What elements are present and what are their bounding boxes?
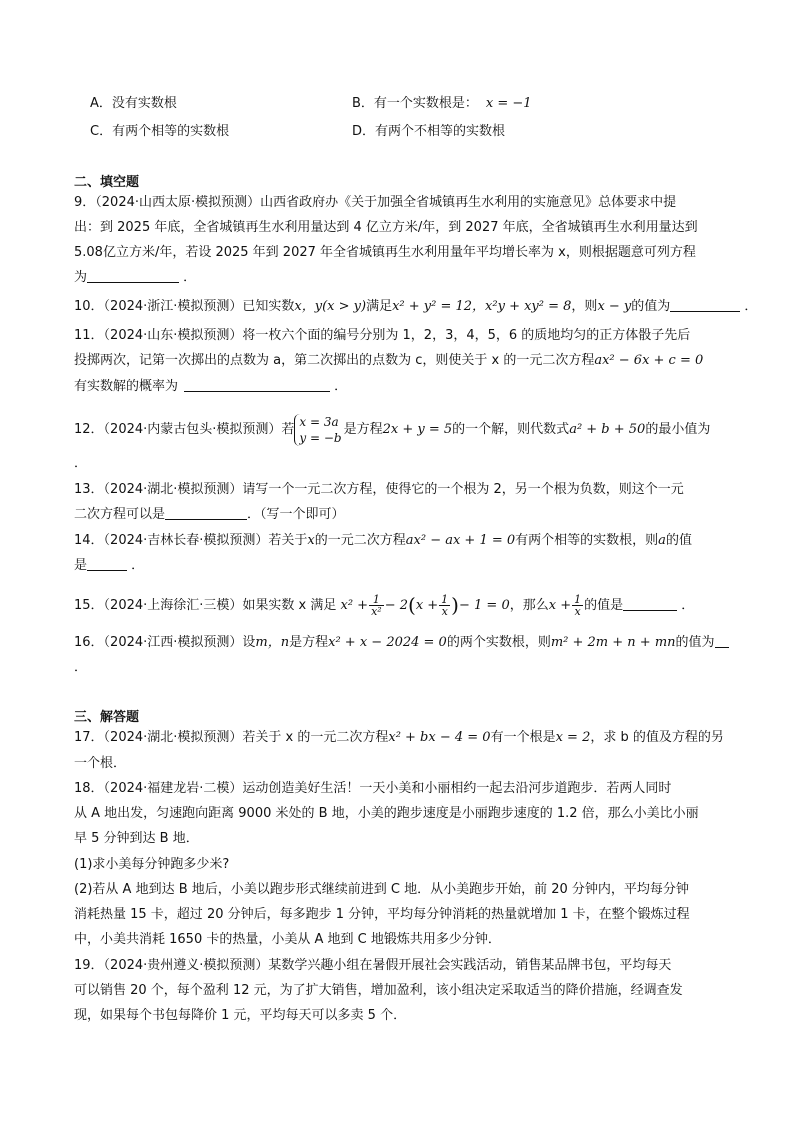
q15-eq-d: − 1 = 0	[458, 598, 510, 613]
q14-x: x	[307, 533, 315, 548]
q12-end: ．	[74, 456, 88, 471]
q12-pre: 12．（2024·内蒙古包头·模拟预测）若	[74, 422, 295, 437]
q12-expr: a² + b + 50	[569, 422, 646, 437]
q18-part2-line1: (2)若从 A 地到达 B 地后，小美以跑步形式继续前进到 C 地．从小美跑步开始，前 20 分钟内，平均每分钟	[74, 882, 689, 897]
q9-answer-blank	[87, 268, 179, 283]
q14-answer-blank	[87, 556, 127, 571]
q10-answer-blank	[670, 297, 740, 312]
q15-answer-blank	[623, 596, 677, 611]
q15-frac3-den: x	[574, 605, 581, 618]
q12-post: 的最小值为	[645, 422, 711, 437]
q11-eq: ax² − 6x + c = 0	[594, 353, 704, 368]
q12-mid1: 是方程	[343, 422, 383, 437]
q13-line2-post: ．（写一个即可）	[247, 507, 345, 522]
q9-line2: 出：到 2025 年底，全省城镇再生水利用量达到 4 亿立方米/年，到 2027 年底，全省城镇再生水利用量达到	[74, 220, 698, 235]
q9-line1: 9．（2024·山西太原·模拟预测）山西省政府办《关于加强全省城镇再生水利用的实施意见》总体要求中提	[74, 195, 677, 210]
q15-eq-a: x² +	[340, 598, 369, 613]
q17-line2: 一个根．	[74, 756, 127, 771]
option-b-text: B．有一个实数根是：	[352, 96, 478, 111]
q18-line1: 18．（2024·福建龙岩·二模）运动创造美好生活！一天小美和小丽相约一起去沿河步道跑步．若两人同时	[74, 781, 672, 796]
q10-pre: 10．（2024·浙江·模拟预测）已知实数	[74, 299, 295, 314]
q13-line2	[74, 505, 345, 525]
q16-mid2: 的两个实数根，则	[446, 635, 551, 650]
q13-line2-text: 二次方程可以是	[74, 507, 166, 522]
q15-eq-c: x +	[415, 598, 439, 613]
q10-vars: x，y	[294, 299, 323, 314]
q12-line	[74, 413, 710, 447]
q14-line2-text: 是	[74, 558, 88, 573]
q11-answer-blank	[184, 377, 330, 392]
q11-line2	[74, 351, 703, 371]
q10-mid1: 满足	[366, 299, 393, 314]
q14-eq: ax² − ax + 1 = 0	[405, 533, 516, 548]
q17-post: ，求 b 的值及方程的另	[590, 730, 724, 745]
q15-pre: 15．（2024·上海徐汇·三模）如果实数 x 满足	[74, 598, 337, 613]
option-b	[352, 94, 532, 114]
q16-post: 的值为	[675, 635, 715, 650]
option-d: D．有两个不相等的实数根	[352, 124, 506, 139]
q10-expr: x − y	[597, 299, 632, 314]
q11-line3-text: 有实数解的概率为	[74, 379, 179, 394]
q16-eq: x² + x − 2024 = 0	[328, 635, 447, 650]
option-b-math: x = −1	[485, 96, 532, 111]
q10-post: 的值为	[631, 299, 671, 314]
q17-eq: x² + bx − 4 = 0	[388, 730, 491, 745]
q14-pre: 14．（2024·吉林长春·模拟预测）若关于	[74, 533, 308, 548]
option-a: A．没有实数根	[90, 96, 177, 111]
q19-line1: 19．（2024·贵州遵义·模拟预测）某数学兴趣小组在暑假开展社会实践活动，销售某品牌书包，平均每天	[74, 958, 672, 973]
section-title-solve: 三、解答题	[74, 710, 140, 725]
q18-line3: 早 5 分钟到达 B 地．	[74, 831, 199, 846]
q15-frac3-num: 1	[574, 593, 582, 606]
q14-mid2: 有两个相等的实数根，则	[515, 533, 659, 548]
q16-mid1: 是方程	[289, 635, 329, 650]
q19-line2: 可以销售 20 个，每个盈利 12 元，为了扩大销售，增加盈利，该小组决定采取适当的降价措施，经调查发	[74, 983, 683, 998]
q15-frac2-num: 1	[441, 593, 449, 606]
q10-line: 10．（2024·浙江·模拟预测）已知实数x，y(x > y)满足x² + y² = 12，x²y + xy² = 8，则x − y的值为 ．	[74, 299, 758, 314]
q17-root: x = 2	[555, 730, 591, 745]
q14-a: a	[658, 533, 666, 548]
q17-mid: 有一个根是	[490, 730, 556, 745]
q10-cond: (x > y)	[322, 299, 367, 314]
q11-line2-text: 投掷两次，记第一次掷出的点数为 a，第二次掷出的点数为 c，则使关于 x 的一元二次方程	[74, 353, 595, 368]
q14-mid1: 的一元二次方程	[314, 533, 406, 548]
q9-line3: 5.08亿立方米/年，若设 2025 年到 2027 年全省城镇再生水利用量年平均增长率为 x，则根据题意可列方程	[74, 245, 696, 260]
q15-expr: x +	[548, 598, 572, 613]
q15-line: 15．（2024·上海徐汇·三模）如果实数 x 满足 x² + $\frac{1}{\text{x²}}$ − 2(x + $\frac{1}{x}$ )− 1 = 0，那么x + $\frac{1}{x}$ 的值是 ．	[74, 593, 695, 618]
q12-sys-eq2: y = −b	[299, 430, 342, 445]
q11-line3: 有实数解的概率为 ．	[74, 379, 348, 394]
q16-answer-blank	[715, 633, 729, 648]
section-title-fill-blank: 二、填空题	[74, 175, 140, 190]
q9-line4: 为 ．	[74, 270, 197, 285]
q16-mn: m，n	[255, 635, 290, 650]
q15-frac1-den: x²	[371, 605, 382, 618]
q17-pre: 17．（2024·湖北·模拟预测）若关于 x 的一元二次方程	[74, 730, 389, 745]
q15-mid: ，那么	[509, 598, 549, 613]
q13-line1: 13．（2024·湖北·模拟预测）请写一个一元二次方程，使得它的一个根为 2，另一个根为负数，则这个一元	[74, 482, 684, 497]
q15-frac1-num: 1	[369, 594, 384, 606]
q15-post: 的值是	[584, 598, 624, 613]
q9-line4-text: 为	[74, 270, 88, 285]
q18-part1: (1)求小美每分钟跑多少米?	[74, 857, 230, 872]
q17-line1	[74, 728, 724, 748]
q15-frac2-den: x	[441, 605, 448, 618]
q11-line1: 11．（2024·山东·模拟预测）将一枚六个面的编号分别为 1，2，3，4，5，6 的质地均匀的正方体骰子先后	[74, 328, 691, 343]
q13-answer-blank	[165, 505, 247, 520]
q18-line2: 从 A 地出发，匀速跑向距离 9000 米处的 B 地，小美的跑步速度是小丽跑步速度的 1.2 倍，那么小美比小丽	[74, 806, 699, 821]
q12-sys-eq1: x = 3a	[299, 414, 339, 429]
q19-line3: 现，如果每个书包每降价 1 元，平均每天可以多卖 5 个．	[74, 1008, 407, 1023]
q18-part2-line3: 中，小美共消耗 1650 卡的热量，小美从 A 地到 C 地锻炼共用多少分钟．	[74, 932, 501, 947]
q15-eq-b: − 2	[384, 598, 408, 613]
q16-expr: m² + 2m + n + mn	[550, 635, 676, 650]
q14-line2: 是 ．	[74, 558, 145, 573]
q14-line1	[74, 531, 692, 551]
q16-end: ．	[74, 660, 88, 675]
q14-post: 的值	[665, 533, 692, 548]
q16-pre: 16．（2024·江西·模拟预测）设	[74, 635, 256, 650]
q18-part2-line2: 消耗热量 15 卡，超过 20 分钟后，每多跑步 1 分钟，平均每分钟消耗的热量就增加 1 卡，在整个锻炼过程	[74, 907, 690, 922]
q12-mid2: 的一个解，则代数式	[452, 422, 570, 437]
q12-eq: 2x + y = 5	[382, 422, 453, 437]
q16-line	[74, 633, 729, 653]
q10-mid2: ，则	[571, 299, 598, 314]
option-c: C．有两个相等的实数根	[90, 124, 230, 139]
q10-eq1: x² + y² = 12，x²y + xy² = 8	[392, 299, 572, 314]
